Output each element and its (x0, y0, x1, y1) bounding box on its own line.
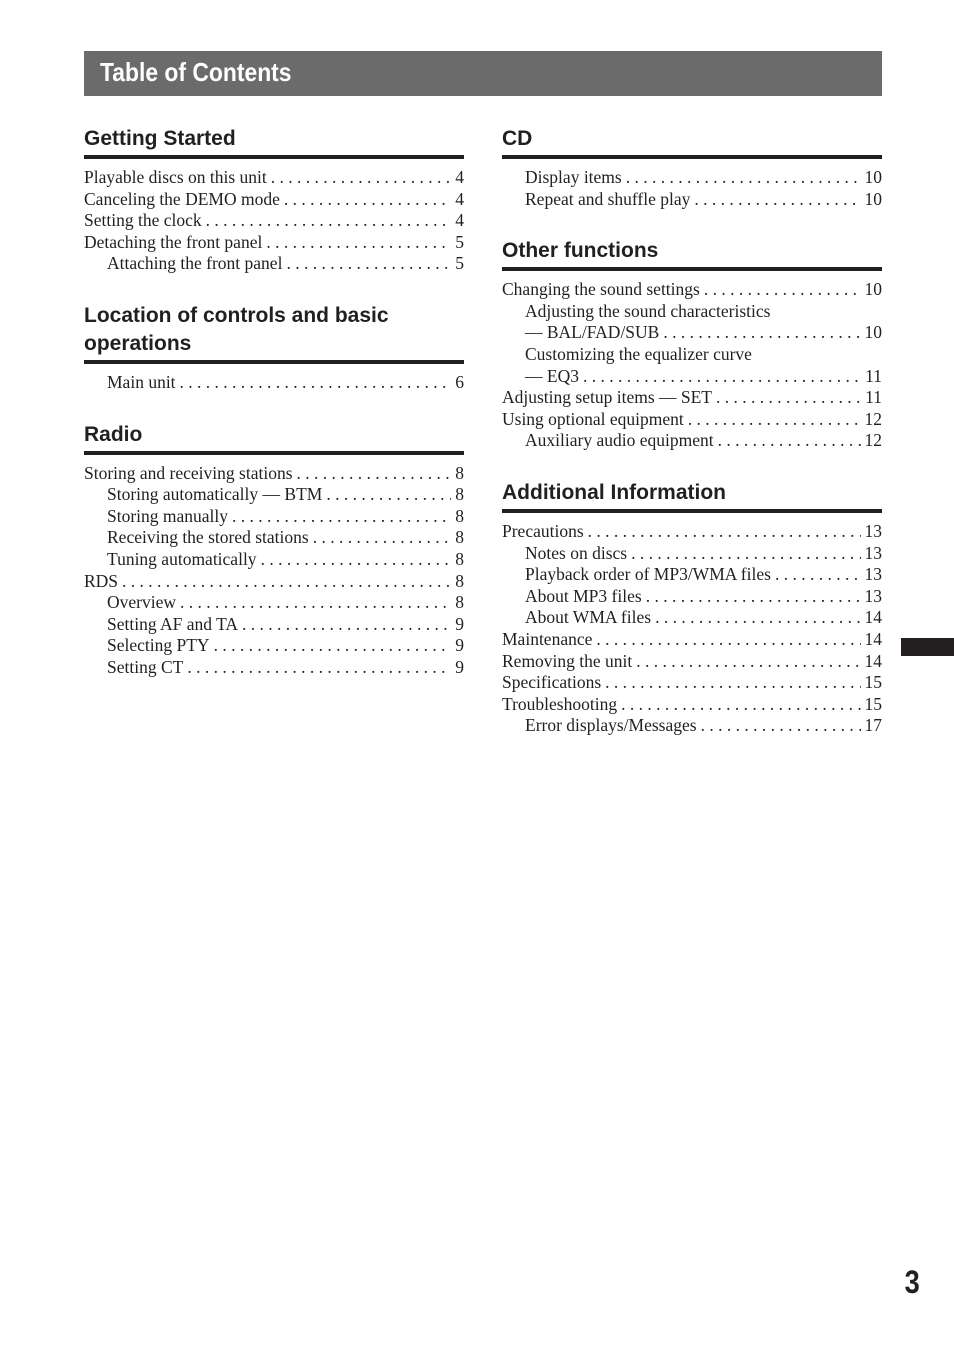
toc-entry[interactable] (84, 592, 464, 614)
dot-leader (284, 189, 451, 211)
toc-entry-page: 10 (864, 322, 882, 343)
dot-leader (621, 694, 860, 716)
right-column (502, 124, 882, 763)
toc-entry-page: 9 (455, 656, 464, 677)
toc-entry[interactable] (502, 694, 882, 716)
toc-entry-page: 4 (455, 188, 464, 209)
toc-entry-page: 10 (864, 167, 882, 187)
dot-leader (180, 592, 451, 614)
toc-entry-page: 13 (864, 520, 882, 541)
toc-entry[interactable] (502, 301, 882, 323)
toc-entry-page: 14 (864, 650, 882, 671)
toc-entry-title: Error displays/Messages (525, 715, 697, 736)
toc-entry[interactable] (84, 657, 464, 679)
toc-entry[interactable] (84, 189, 464, 211)
toc-entry-title: Repeat and shuffle play (525, 188, 691, 209)
toc-entry[interactable] (84, 614, 464, 636)
section-location-of-controls-and-basic-operations (84, 301, 464, 420)
dot-leader (122, 571, 451, 593)
dot-leader (297, 463, 452, 485)
toc-entry-page: 8 (455, 484, 464, 505)
section-additional-information (502, 478, 882, 763)
toc-entry-page: 8 (455, 462, 464, 483)
toc-entry-title: Playback order of MP3/WMA files (525, 564, 771, 585)
toc-entry-title: Selecting PTY (107, 635, 210, 656)
dot-leader (326, 484, 451, 506)
toc-entry-title: Receiving the stored stations (107, 527, 309, 548)
toc-entry[interactable] (502, 564, 882, 586)
dot-leader (588, 521, 861, 543)
toc-entry-list (84, 159, 464, 301)
toc-entry-page: 6 (455, 371, 464, 392)
toc-entry-title: About WMA files (525, 607, 652, 628)
toc-entry[interactable] (502, 672, 882, 694)
dot-leader (206, 210, 452, 232)
toc-entry-title: — BAL/FAD/SUB (525, 322, 660, 343)
toc-entry-page: 12 (864, 408, 882, 429)
toc-entry-title: Canceling the DEMO mode (84, 188, 280, 209)
section-heading: Location of controls and basic operations (84, 301, 464, 364)
toc-entry-title: Precautions (502, 520, 584, 541)
toc-entry[interactable] (84, 253, 464, 275)
toc-entry[interactable] (502, 715, 882, 737)
toc-entry[interactable] (84, 210, 464, 232)
toc-entry[interactable] (502, 651, 882, 673)
toc-entry[interactable] (502, 521, 882, 543)
toc-entry-title: RDS (84, 570, 119, 591)
toc-entry-title: Adjusting the sound characteristics (525, 300, 771, 321)
toc-entry[interactable] (84, 232, 464, 254)
toc-entry-page: 10 (864, 188, 882, 209)
dot-leader (214, 635, 452, 657)
toc-entry[interactable] (84, 463, 464, 485)
toc-entry[interactable] (84, 527, 464, 549)
dot-leader (187, 657, 451, 679)
section-heading: CD (502, 124, 882, 159)
toc-entry-page: 4 (455, 167, 464, 187)
toc-entry-page: 8 (455, 592, 464, 613)
toc-entry[interactable] (502, 586, 882, 608)
toc-entry-page: 14 (864, 628, 882, 649)
dot-leader (266, 232, 451, 254)
toc-entry[interactable] (502, 409, 882, 431)
toc-entry-page: 11 (865, 387, 882, 408)
dot-leader (655, 607, 860, 629)
toc-entry[interactable] (502, 607, 882, 629)
toc-entry[interactable] (502, 189, 882, 211)
dot-leader (242, 614, 451, 636)
dot-leader (313, 527, 452, 549)
toc-entry-page: 13 (864, 564, 882, 585)
page-title: Table of Contents (100, 57, 292, 87)
left-column (84, 124, 464, 705)
dot-leader (626, 167, 861, 189)
toc-entry-title: Maintenance (502, 628, 593, 649)
toc-entry-page: 15 (864, 672, 882, 693)
dot-leader (694, 189, 860, 211)
toc-entry[interactable] (502, 167, 882, 189)
toc-entry[interactable] (84, 635, 464, 657)
section-heading: Additional Information (502, 478, 882, 513)
toc-entry[interactable] (84, 506, 464, 528)
toc-entry-page: 10 (864, 279, 882, 300)
toc-entry-title: Notes on discs (525, 542, 628, 563)
toc-entry[interactable] (502, 279, 882, 301)
section-other-functions (502, 236, 882, 478)
toc-banner (84, 51, 882, 96)
toc-entry-title: Auxiliary audio equipment (525, 430, 714, 451)
toc-entry-title: Detaching the front panel (84, 231, 263, 252)
toc-entry-page: 14 (864, 607, 882, 628)
toc-entry-list (502, 271, 882, 478)
toc-entry-list (502, 513, 882, 763)
page-number: 3 (904, 1264, 920, 1300)
toc-entry[interactable] (84, 167, 464, 189)
toc-entry-page: 13 (864, 585, 882, 606)
toc-entry-page: 5 (455, 231, 464, 252)
toc-entry-list (84, 364, 464, 420)
section-tab-marker (901, 638, 954, 656)
toc-entry-page: 13 (864, 542, 882, 563)
toc-entry-title: Storing automatically — BTM (107, 484, 323, 505)
toc-entry-title: Using optional equipment (502, 408, 684, 429)
dot-leader (232, 506, 451, 528)
dot-leader (704, 279, 861, 301)
section-heading: Getting Started (84, 124, 464, 159)
toc-entry-page: 8 (455, 527, 464, 548)
toc-entry-title: Storing manually (107, 505, 229, 526)
toc-entry-title: Attaching the front panel (107, 253, 283, 274)
dot-leader (663, 322, 860, 344)
toc-entry-page: 12 (864, 430, 882, 451)
dot-leader (180, 372, 452, 394)
dot-leader (583, 366, 861, 388)
section-heading: Radio (84, 420, 464, 455)
dot-leader (271, 167, 451, 189)
toc-entry-title: Removing the unit (502, 650, 633, 671)
section-heading: Other functions (502, 236, 882, 271)
toc-entry-title: Storing and receiving stations (84, 462, 293, 483)
dot-leader (718, 430, 861, 452)
toc-entry[interactable] (84, 484, 464, 506)
toc-entry-title: Overview (107, 592, 177, 613)
toc-entry-page: 17 (864, 715, 882, 736)
section-cd (502, 124, 882, 236)
toc-entry-list (84, 455, 464, 705)
dot-leader (716, 387, 861, 409)
toc-entry-title: About MP3 files (525, 585, 642, 606)
toc-entry[interactable] (502, 344, 882, 366)
toc-entry[interactable] (502, 387, 882, 409)
dot-leader (646, 586, 861, 608)
toc-entry[interactable] (84, 549, 464, 571)
toc-entry-title: Customizing the equalizer curve (525, 343, 752, 364)
dot-leader (596, 629, 860, 651)
toc-entry[interactable] (84, 571, 464, 593)
dot-leader (605, 672, 860, 694)
toc-entry[interactable] (502, 543, 882, 565)
toc-entry-title: Setting CT (107, 656, 184, 677)
toc-entry-list (502, 159, 882, 236)
section-radio (84, 420, 464, 705)
dot-leader (286, 253, 451, 275)
toc-entry-page: 5 (455, 253, 464, 274)
toc-entry-page: 4 (455, 210, 464, 231)
dot-leader (261, 549, 452, 571)
section-getting-started (84, 124, 464, 301)
toc-entry-page: 11 (865, 365, 882, 386)
toc-entry-page: 9 (455, 613, 464, 634)
dot-leader (775, 564, 861, 586)
toc-entry[interactable] (502, 629, 882, 651)
toc-entry-title: Tuning automatically (107, 548, 257, 569)
toc-entry-title: Adjusting setup items — SET (502, 387, 712, 408)
toc-entry-page: 8 (455, 505, 464, 526)
dot-leader (701, 715, 861, 737)
dot-leader (636, 651, 860, 673)
toc-entry-title: Setting the clock (84, 210, 202, 231)
toc-entry[interactable] (502, 430, 882, 452)
toc-entry[interactable] (84, 372, 464, 394)
toc-entry[interactable] (502, 366, 882, 388)
toc-entry-title: Main unit (107, 371, 176, 392)
toc-entry-title: Troubleshooting (502, 693, 618, 714)
toc-entry-title: Changing the sound settings (502, 279, 700, 300)
toc-entry-page: 8 (455, 548, 464, 569)
toc-entry-page: 15 (864, 693, 882, 714)
toc-entry-title: Display items (525, 167, 622, 187)
dot-leader (688, 409, 861, 431)
toc-entry-page: 9 (455, 635, 464, 656)
toc-entry-title: — EQ3 (525, 365, 579, 386)
toc-entry-page: 8 (455, 570, 464, 591)
toc-entry-title: Specifications (502, 672, 602, 693)
toc-entry[interactable] (502, 322, 882, 344)
toc-entry-title: Playable discs on this unit (84, 167, 267, 187)
toc-entry-title: Setting AF and TA (107, 613, 238, 634)
dot-leader (631, 543, 860, 565)
